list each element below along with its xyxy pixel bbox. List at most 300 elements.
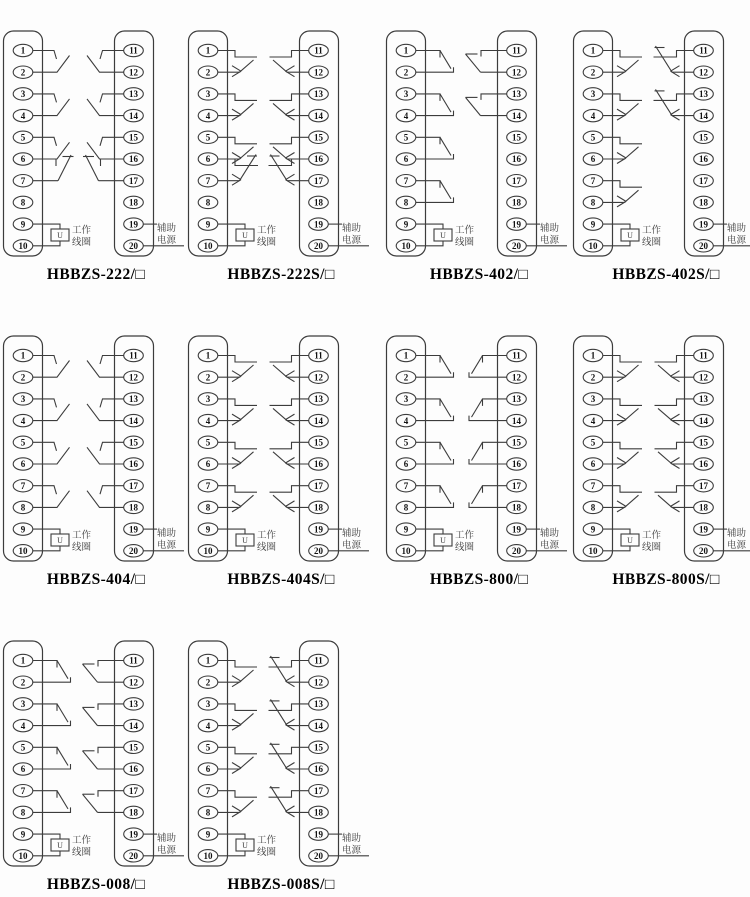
terminal-4 <box>13 109 33 121</box>
terminal-number: 14 <box>129 720 138 731</box>
terminal-6 <box>198 763 218 775</box>
terminal-number: 5 <box>590 437 596 448</box>
terminal-17 <box>124 175 144 187</box>
contact-blade <box>656 89 673 115</box>
terminal-number: 5 <box>403 437 409 448</box>
terminal-number: 19 <box>512 219 521 230</box>
terminal-number: 10 <box>18 851 28 861</box>
contact-fixed <box>218 399 257 406</box>
terminal-17 <box>694 175 714 187</box>
contact-blade <box>240 365 254 377</box>
contact-fixed <box>33 486 57 495</box>
contacts <box>218 656 309 817</box>
arrow-mark <box>286 458 295 464</box>
terminal-number: 1 <box>205 350 211 361</box>
terminal-5 <box>396 131 416 143</box>
terminal-number: 20 <box>512 241 521 251</box>
contact-fixed <box>603 442 642 449</box>
terminal-18 <box>124 501 144 513</box>
coil-label-line2: 线圈 <box>72 847 92 858</box>
terminal-number: 10 <box>401 241 411 251</box>
terminal-1 <box>583 44 603 56</box>
aux-label-line1: 辅助 <box>727 528 747 539</box>
contact-fixed <box>270 94 309 101</box>
terminal-number: 14 <box>314 110 323 121</box>
contact-fixed <box>33 791 57 798</box>
terminal-16 <box>124 458 144 470</box>
diagram-canvas <box>0 610 190 897</box>
diagram-hbbzs-404 <box>0 305 190 610</box>
terminal-number: 19 <box>129 829 138 840</box>
contact-fixed <box>469 416 507 421</box>
arrow-mark <box>617 458 626 464</box>
terminal-4 <box>198 414 218 426</box>
aux-label-line2: 电源 <box>727 540 747 551</box>
coil-lead <box>218 851 245 856</box>
terminal-10 <box>198 850 218 862</box>
terminal-5 <box>198 131 218 143</box>
terminal-number: 7 <box>590 175 596 186</box>
contact-fixed <box>33 661 57 668</box>
terminal-11 <box>124 349 144 361</box>
terminal-number: 6 <box>590 459 596 470</box>
contact-blade <box>86 155 99 181</box>
terminal-3 <box>198 393 218 405</box>
terminal-number: 12 <box>512 372 521 383</box>
terminal-1 <box>13 44 33 56</box>
terminal-17 <box>507 480 527 492</box>
terminal-number: 7 <box>205 785 211 796</box>
contact-blade <box>440 399 451 417</box>
terminal-number: 4 <box>205 110 211 121</box>
arrow-mark <box>286 806 295 812</box>
contact-1-2 <box>603 356 642 382</box>
terminal-7 <box>198 785 218 797</box>
contact-blade <box>658 365 672 377</box>
arrow-mark <box>671 66 680 72</box>
terminal-number: 9 <box>20 219 26 230</box>
contact-blade <box>273 365 287 377</box>
contact-fixed <box>483 399 507 406</box>
contact-fixed <box>100 442 124 451</box>
contact-fixed <box>33 764 71 769</box>
contact-7-8 <box>218 486 257 512</box>
aux-power-unit <box>143 832 184 856</box>
terminal-number: 2 <box>20 372 26 383</box>
terminal-2 <box>13 66 33 78</box>
terminal-10 <box>198 240 218 252</box>
contact-11-12 <box>270 51 309 77</box>
arrow-mark <box>232 153 241 159</box>
contact-blade <box>83 751 98 769</box>
terminal-number: 4 <box>590 110 596 121</box>
terminal-12 <box>694 66 714 78</box>
aux-label-line1: 辅助 <box>540 528 560 539</box>
contact-fixed <box>218 356 257 363</box>
terminal-number: 4 <box>20 110 26 121</box>
contact-blade <box>33 491 70 508</box>
contact-5-6 <box>218 442 257 468</box>
contact-blade <box>273 495 287 507</box>
terminal-17 <box>124 480 144 492</box>
coil-symbol: U <box>627 536 633 546</box>
terminal-number: 18 <box>699 502 708 513</box>
contact-fixed <box>270 137 309 144</box>
aux-power-unit <box>328 222 369 246</box>
aux-label-line1: 辅助 <box>342 528 362 539</box>
contact-blade <box>658 495 672 507</box>
model-label: HBBZS-404/□ <box>46 571 146 588</box>
contact-11-12 <box>83 661 124 683</box>
terminal-5 <box>396 436 416 448</box>
terminal-number: 15 <box>512 437 521 448</box>
contact-fixed <box>483 356 507 363</box>
contact-11-12 <box>469 356 507 378</box>
coil-label-line1: 工作 <box>455 530 475 541</box>
contact-7-8 <box>416 486 454 508</box>
terminal-11 <box>694 349 714 361</box>
contact-11-12 <box>270 356 309 382</box>
contact-1-2 <box>218 661 257 687</box>
terminal-number: 17 <box>129 785 138 796</box>
terminal-8 <box>583 196 603 208</box>
contact-1-2 <box>33 51 70 73</box>
arrow-mark <box>617 66 626 72</box>
terminal-10 <box>396 545 416 557</box>
terminal-number: 6 <box>403 459 409 470</box>
terminal-3 <box>13 393 33 405</box>
coil-lead <box>218 529 245 534</box>
terminal-number: 6 <box>20 459 26 470</box>
contact-fixed <box>98 704 124 710</box>
diagram-hbbzs-800 <box>383 305 573 610</box>
diagram-canvas <box>0 305 190 605</box>
terminal-10 <box>198 545 218 557</box>
terminal-1 <box>396 44 416 56</box>
terminal-number: 13 <box>699 394 708 405</box>
terminal-number: 2 <box>20 67 26 78</box>
coil-symbol: U <box>440 231 446 241</box>
arrow-mark <box>617 371 626 377</box>
terminal-number: 10 <box>588 546 598 556</box>
coil-symbol: U <box>242 231 248 241</box>
diagram-hbbzs-404s <box>185 305 375 610</box>
terminal-number: 9 <box>403 524 409 535</box>
terminal-17 <box>309 480 329 492</box>
terminal-number: 16 <box>129 764 138 775</box>
contact-blade <box>273 60 287 72</box>
coil-lead <box>33 529 60 534</box>
terminal-number: 11 <box>314 350 323 361</box>
contact-fixed <box>416 502 454 507</box>
contact-blade <box>87 404 124 421</box>
terminal-number: 2 <box>20 677 26 688</box>
contact-fixed <box>416 486 440 493</box>
terminal-10 <box>13 240 33 252</box>
model-label: HBBZS-402S/□ <box>612 266 720 283</box>
diagram-hbbzs-008s <box>185 610 375 897</box>
terminal-8 <box>396 501 416 513</box>
contact-fixed <box>603 137 642 144</box>
terminal-16 <box>694 153 714 165</box>
terminal-number: 3 <box>20 89 26 100</box>
contact-7-8 <box>33 791 71 813</box>
terminal-number: 9 <box>590 524 596 535</box>
contact-fixed <box>483 486 507 493</box>
coil-lead <box>603 241 630 246</box>
contact-blade <box>625 495 639 507</box>
terminal-number: 18 <box>314 807 323 818</box>
terminal-11 <box>309 654 329 666</box>
terminal-16 <box>124 763 144 775</box>
coil-lead <box>218 224 245 229</box>
arrow-mark <box>232 806 241 812</box>
terminal-19 <box>124 523 144 535</box>
terminal-number: 4 <box>590 415 596 426</box>
terminal-number: 7 <box>403 175 409 186</box>
contact-fixed <box>100 51 124 60</box>
contact-blade <box>466 54 481 72</box>
aux-power-unit <box>328 832 369 856</box>
contact-1-2 <box>33 356 70 378</box>
terminal-number: 3 <box>403 89 409 100</box>
contact-blade <box>33 404 70 421</box>
aux-power-unit <box>143 222 184 246</box>
arrow-mark <box>286 676 295 682</box>
contact-13-14 <box>654 89 694 120</box>
terminal-3 <box>396 88 416 100</box>
terminal-6 <box>396 458 416 470</box>
terminal-10 <box>583 240 603 252</box>
terminal-number: 17 <box>129 480 138 491</box>
contact-fixed <box>33 721 71 726</box>
contact-fixed <box>218 137 257 144</box>
arrow-mark <box>232 501 241 507</box>
terminal-16 <box>507 458 527 470</box>
terminal-5 <box>13 436 33 448</box>
terminal-2 <box>198 676 218 688</box>
coil-lead <box>603 546 630 551</box>
terminal-number: 16 <box>512 154 521 165</box>
contact-blade <box>57 791 68 809</box>
contact-fixed <box>469 459 507 464</box>
coil-lead <box>218 546 245 551</box>
coil-lead <box>33 224 60 229</box>
terminal-19 <box>507 523 527 535</box>
terminal-number: 17 <box>699 480 708 491</box>
contact-blade <box>33 447 70 464</box>
terminal-8 <box>13 501 33 513</box>
contacts <box>33 356 124 508</box>
contact-16-17 <box>83 155 124 181</box>
contact-15-16 <box>269 743 309 774</box>
terminal-number: 5 <box>20 132 26 143</box>
contact-fixed <box>483 442 507 449</box>
terminal-number: 11 <box>699 350 708 361</box>
terminal-number: 3 <box>205 89 211 100</box>
model-label: HBBZS-800/□ <box>429 571 529 588</box>
terminal-number: 17 <box>512 480 521 491</box>
diagram-canvas <box>383 305 573 605</box>
terminal-16 <box>507 153 527 165</box>
contact-blade <box>57 704 68 722</box>
arrow-mark <box>617 501 626 507</box>
terminal-number: 6 <box>590 154 596 165</box>
contact-fixed <box>270 51 309 58</box>
contact-blade <box>87 56 124 73</box>
contact-17-18 <box>469 486 507 508</box>
terminal-number: 19 <box>699 219 708 230</box>
terminal-number: 13 <box>129 394 138 405</box>
terminal-number: 16 <box>129 459 138 470</box>
terminal-number: 11 <box>512 350 521 361</box>
terminal-number: 8 <box>590 502 596 513</box>
terminal-number: 6 <box>205 459 211 470</box>
terminal-number: 18 <box>129 807 138 818</box>
terminal-11 <box>309 349 329 361</box>
terminal-number: 10 <box>588 241 598 251</box>
terminal-17 <box>309 175 329 187</box>
coil-symbol: U <box>57 231 63 241</box>
contact-blade <box>273 452 287 464</box>
contact-blade <box>240 495 254 507</box>
contact-3-4 <box>33 94 70 116</box>
terminal-number: 14 <box>314 720 323 731</box>
terminal-number: 19 <box>512 524 521 535</box>
contact-1-2 <box>416 51 454 73</box>
terminal-number: 19 <box>314 524 323 535</box>
terminal-19 <box>309 523 329 535</box>
coil-label-line1: 工作 <box>72 835 92 846</box>
arrow-mark <box>286 763 295 769</box>
terminal-number: 14 <box>314 415 323 426</box>
contact-blade <box>440 51 451 69</box>
terminal-7 <box>13 785 33 797</box>
terminal-8 <box>198 806 218 818</box>
terminal-number: 5 <box>403 132 409 143</box>
terminal-1 <box>13 654 33 666</box>
terminal-14 <box>507 109 527 121</box>
terminal-9 <box>198 828 218 840</box>
terminal-13 <box>309 88 329 100</box>
terminal-number: 8 <box>205 502 211 513</box>
terminal-4 <box>396 109 416 121</box>
contact-fixed <box>270 486 309 493</box>
contact-fixed <box>416 111 454 116</box>
arrow-mark <box>232 458 241 464</box>
terminal-9 <box>13 218 33 230</box>
terminal-3 <box>198 88 218 100</box>
terminal-number: 8 <box>205 807 211 818</box>
terminal-1 <box>13 349 33 361</box>
arrow-mark <box>232 719 241 725</box>
model-label: HBBZS-008/□ <box>46 876 146 893</box>
terminal-number: 3 <box>403 394 409 405</box>
terminal-13 <box>694 393 714 405</box>
contact-blade <box>240 155 257 181</box>
contact-5-6 <box>33 137 70 159</box>
terminal-number: 20 <box>512 546 521 556</box>
contact-blade <box>83 794 98 812</box>
contact-blade <box>466 97 481 115</box>
terminal-14 <box>124 719 144 731</box>
arrow-mark <box>671 414 680 420</box>
terminal-14 <box>124 414 144 426</box>
diagram-hbbzs-402 <box>383 0 573 305</box>
terminal-number: 20 <box>314 546 323 556</box>
terminal-9 <box>396 218 416 230</box>
terminal-13 <box>124 393 144 405</box>
coil-symbol: U <box>627 231 633 241</box>
contact-fixed <box>416 67 454 72</box>
terminal-number: 9 <box>205 219 211 230</box>
diagram-canvas <box>570 305 750 605</box>
terminal-number: 7 <box>20 785 26 796</box>
contact-3-4 <box>416 399 454 421</box>
terminal-16 <box>694 458 714 470</box>
terminal-number: 15 <box>129 742 138 753</box>
contact-fixed <box>100 94 124 103</box>
terminal-18 <box>309 501 329 513</box>
terminal-number: 1 <box>403 350 409 361</box>
terminal-number: 7 <box>20 480 26 491</box>
contact-3-4 <box>33 704 71 726</box>
terminal-4 <box>396 414 416 426</box>
terminal-number: 16 <box>129 154 138 165</box>
terminal-12 <box>124 676 144 688</box>
terminal-8 <box>13 196 33 208</box>
coil-symbol: U <box>242 536 248 546</box>
terminal-20 <box>124 545 144 557</box>
terminal-15 <box>694 131 714 143</box>
terminal-19 <box>309 218 329 230</box>
contact-11-12 <box>655 356 694 382</box>
contact-blade <box>240 800 254 812</box>
terminal-14 <box>507 414 527 426</box>
contact-blade <box>87 491 124 508</box>
contact-blade <box>440 137 451 155</box>
model-label: HBBZS-402/□ <box>429 266 529 283</box>
contact-blade <box>440 356 451 374</box>
coil-label-line2: 线圈 <box>72 237 92 248</box>
contact-blade <box>625 147 639 159</box>
contact-17-18 <box>83 791 124 813</box>
contact-blade <box>240 103 254 115</box>
terminal-number: 12 <box>129 677 138 688</box>
contact-blade <box>271 155 288 181</box>
terminal-number: 4 <box>20 720 26 731</box>
terminal-17 <box>694 480 714 492</box>
contact-fixed <box>218 51 257 58</box>
terminal-9 <box>198 218 218 230</box>
contact-blade <box>625 408 639 420</box>
terminal-15 <box>124 436 144 448</box>
contact-3-4 <box>603 94 642 120</box>
terminal-number: 13 <box>314 699 323 710</box>
arrow-mark <box>232 414 241 420</box>
terminal-7 <box>13 480 33 492</box>
contact-fixed <box>218 747 257 754</box>
terminal-number: 1 <box>205 655 211 666</box>
contact-fixed <box>270 442 309 449</box>
terminal-18 <box>507 196 527 208</box>
contact-fixed <box>101 159 124 166</box>
terminal-12 <box>507 371 527 383</box>
terminal-number: 5 <box>205 132 211 143</box>
terminal-number: 8 <box>20 502 26 513</box>
aux-power-unit <box>713 222 750 246</box>
contact-blade <box>656 46 673 72</box>
